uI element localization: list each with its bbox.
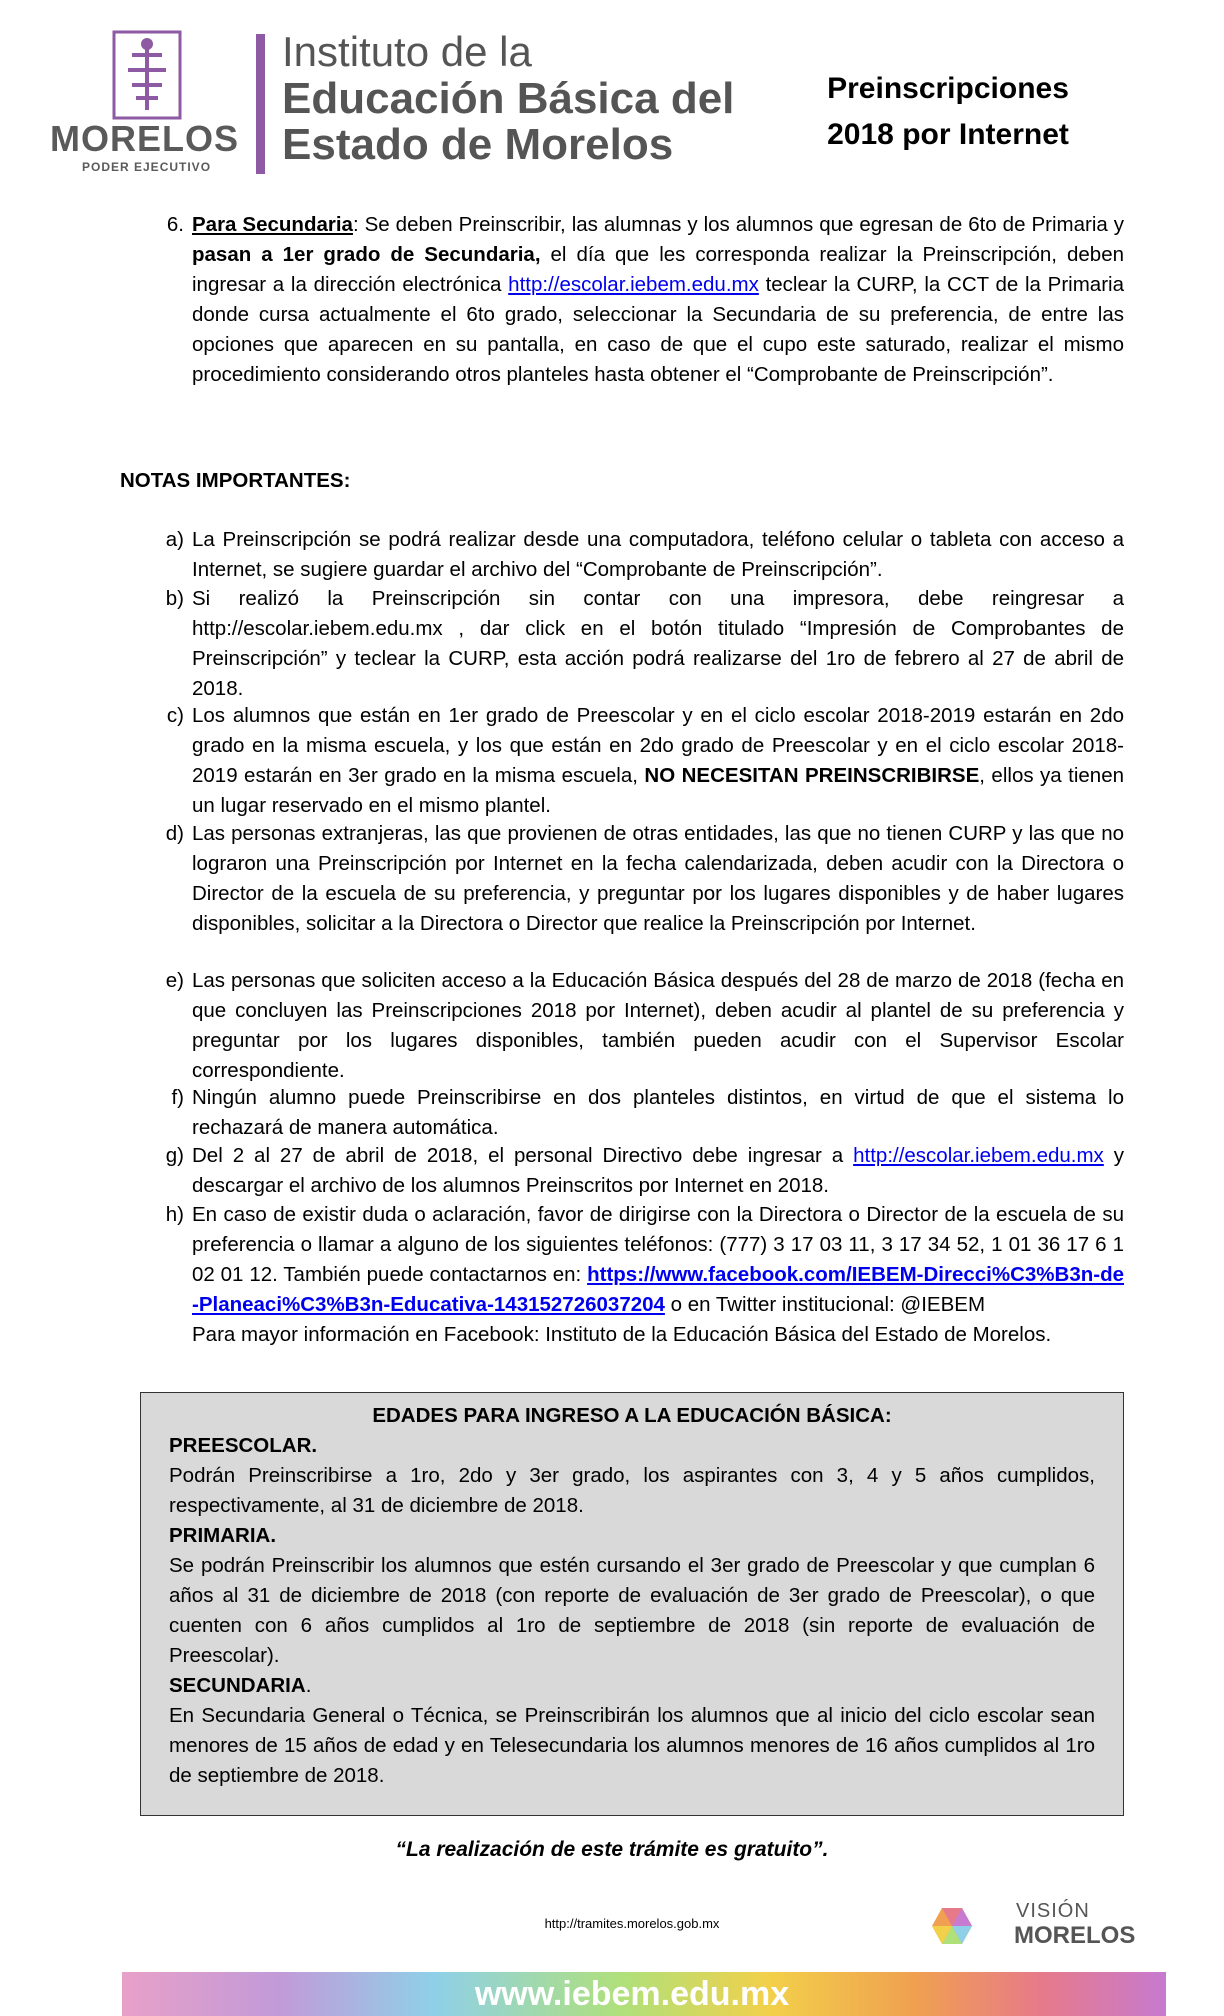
notas-heading: NOTAS IMPORTANTES: — [120, 469, 351, 492]
item-label: c) — [166, 704, 184, 727]
nota-e — [165, 966, 1124, 1086]
ages-box — [140, 1392, 1124, 1816]
primaria-text: Se podrán Preinscribir los alumnos que estén cursando el 3er grado de Preescolar y que cumplan 6 años al 31 de diciembre de 2018 (con reporte de evaluación de 3er grado de Preescolar), o que cuenten con 6 años cumplidos al 1ro de septiembre de 2018 (sin reporte de evaluación de Preescolar). — [169, 1554, 1095, 1667]
item-heading: Para Secundaria — [192, 213, 353, 236]
secundaria-heading-dot: . — [305, 1674, 312, 1697]
page-title — [788, 66, 1108, 158]
item-text: y descargar el archivo de los alumnos Preinscritos por Internet en 2018. — [192, 1144, 1125, 1197]
item-text: Los alumnos que están en 1er grado de Preescolar y en el ciclo escolar 2018-2019 estarán en 2do grado en la misma escuela, y los que están en 2do grado de Preescolar y en el ciclo escolar 2018-2019 estarán en 3er grado en la misma escuela, — [192, 704, 1124, 787]
nota-c — [166, 701, 1125, 821]
nota-h — [165, 1200, 1124, 1350]
ages-secundaria — [141, 1671, 1123, 1791]
page-title-line2: 2018 por Internet — [827, 118, 1069, 151]
item-text: La Preinscripción se podrá realizar desde una computadora, teléfono celular o tableta con acceso a Internet, se sugiere guardar el archivo del “Comprobante de Preinscripción”. — [192, 528, 1124, 581]
morelos-seal-icon — [112, 30, 182, 120]
item-label: 6. — [166, 213, 184, 236]
item-label: d) — [165, 822, 184, 845]
header-divider — [256, 34, 265, 174]
facebook-link[interactable]: https://www.facebook.com/IEBEM-Direcci%C3%B3n-de-Planeaci%C3%B3n-Educativa-143152726037204 — [192, 1263, 1124, 1316]
item-label: g) — [165, 1144, 184, 1167]
item-text: Del 2 al 27 de abril de 2018, el personal Directivo debe ingresar a — [192, 1144, 854, 1167]
website-url[interactable]: www.iebem.edu.mx — [474, 1975, 790, 2013]
nota-d — [165, 819, 1124, 939]
item-text: teclear la CURP, la CCT de la Primaria donde cursa actualmente el 6to grado, seleccionar la Secundaria de su preferencia, de entre las opciones que aparecen en su pantalla, en caso de que el cupo este saturado, realizar el mismo procedimiento considerando otros planteles hasta obtener el “Comprobante de Preinscripción”. — [192, 273, 1124, 386]
item-text: Las personas extranjeras, las que provienen de otras entidades, las que no tienen CURP y las que no lograron una Preinscripción por Internet en la fecha calendarizada, deben acudir con la Directora o Director de la escuela de su preferencia, y preguntar por los lugares disponibles y de haber lugares disponibles, solicitar a la Directora o Director que realice la Preinscripción por Internet. — [192, 822, 1124, 935]
item-text: En caso de existir duda o aclaración, favor de dirigirse con la Directora o Director de la escuela de su preferencia o llamar a alguno de los siguientes teléfonos: (777) 3 17 03 11, 3 17 34 52, 1 01 36 17 6 1 02 01 12. También puede contactarnos en: — [192, 1203, 1124, 1286]
item-6-secundaria — [166, 210, 1124, 390]
ages-preescolar — [141, 1431, 1123, 1521]
page-title-line1: Preinscripciones — [827, 72, 1069, 105]
item-label: f) — [171, 1086, 184, 1109]
primaria-heading: PRIMARIA. — [169, 1524, 277, 1547]
item-label: b) — [165, 587, 184, 610]
vision-logo-line2: MORELOS — [1014, 1922, 1136, 1949]
preescolar-heading: PREESCOLAR. — [169, 1434, 318, 1457]
item-text: el día que les corresponda realizar la Preinscripción, deben ingresar a la dirección electrónica — [192, 243, 1124, 296]
item-bold-text: NO NECESITAN PREINSCRIBIRSE — [644, 764, 980, 787]
document-header — [0, 0, 1224, 190]
item-text: Si realizó la Preinscripción sin contar con una impresora, debe reingresar a http://escolar.iebem.edu.mx , dar click en el botón titulado “Impresión de Comprobantes de Preinscripción” y teclear la CURP, esta acción podrá realizarse del 1ro de febrero al 27 de abril de 2018. — [192, 587, 1124, 700]
vision-logo-line1: VISIÓN — [1016, 1900, 1090, 1922]
escolar-link[interactable]: http://escolar.iebem.edu.mx — [853, 1144, 1104, 1167]
item-label: a) — [165, 528, 184, 551]
item-label: h) — [165, 1203, 184, 1226]
item-text: , ellos ya tienen un lugar reservado en el mismo plantel. — [192, 764, 1125, 817]
ages-primaria — [141, 1521, 1123, 1671]
item-text: Ningún alumno puede Preinscribirse en dos planteles distintos, en virtud de que el sistema lo rechazará de manera automática. — [192, 1086, 1124, 1139]
preescolar-text: Podrán Preinscribirse a 1ro, 2do y 3er grado, los aspirantes con 3, 4 y 5 años cumplidos, respectivamente, al 31 de diciembre de 2018. — [169, 1464, 1095, 1517]
footer-url: http://tramites.morelos.gob.mx — [544, 1916, 720, 1931]
institute-name-line3: Estado de Morelos — [282, 120, 674, 169]
secundaria-heading: SECUNDARIA — [169, 1674, 306, 1697]
ages-heading: EDADES PARA INGRESO A LA EDUCACIÓN BÁSICA: — [372, 1404, 892, 1427]
nota-f — [171, 1083, 1124, 1143]
secundaria-text: En Secundaria General o Técnica, se Preinscribirán los alumnos que al inicio del ciclo escolar sean menores de 15 años de edad y en Telesecundaria los alumnos menores de 16 años cumplidos al 1ro de septiembre de 2018. — [169, 1704, 1095, 1787]
item-text: o en Twitter institucional: @IEBEM — [664, 1293, 986, 1316]
logo-wordmark: MORELOS — [50, 118, 240, 159]
nota-a — [165, 525, 1124, 585]
facebook-info-text: Para mayor información en Facebook: Instituto de la Educación Básica del Estado de Morelos. — [192, 1323, 1052, 1346]
institute-name-line1: Instituto de la — [282, 28, 532, 75]
item-text: Las personas que soliciten acceso a la Educación Básica después del 28 de marzo de 2018 (fecha en que concluyen las Preinscripciones 2018 por Internet), deben acudir al plantel de su preferencia y preguntar por los lugares disponibles, también pueden acudir con el Supervisor Escolar correspondiente. — [192, 969, 1124, 1082]
logo-subtitle: PODER EJECUTIVO — [82, 160, 212, 174]
nota-g — [165, 1141, 1125, 1201]
nota-b — [165, 584, 1124, 704]
item-bold-text: pasan a 1er grado de Secundaria, — [192, 243, 541, 266]
escolar-link[interactable]: http://escolar.iebem.edu.mx — [508, 273, 759, 296]
item-text: : Se deben Preinscribir, las alumnas y los alumnos que egresan de 6to de Primaria y — [352, 213, 1124, 236]
free-service-note: “La realización de este trámite es gratuito”. — [395, 1838, 829, 1861]
item-label: e) — [165, 969, 184, 992]
institute-name-line2: Educación Básica del — [282, 74, 735, 123]
